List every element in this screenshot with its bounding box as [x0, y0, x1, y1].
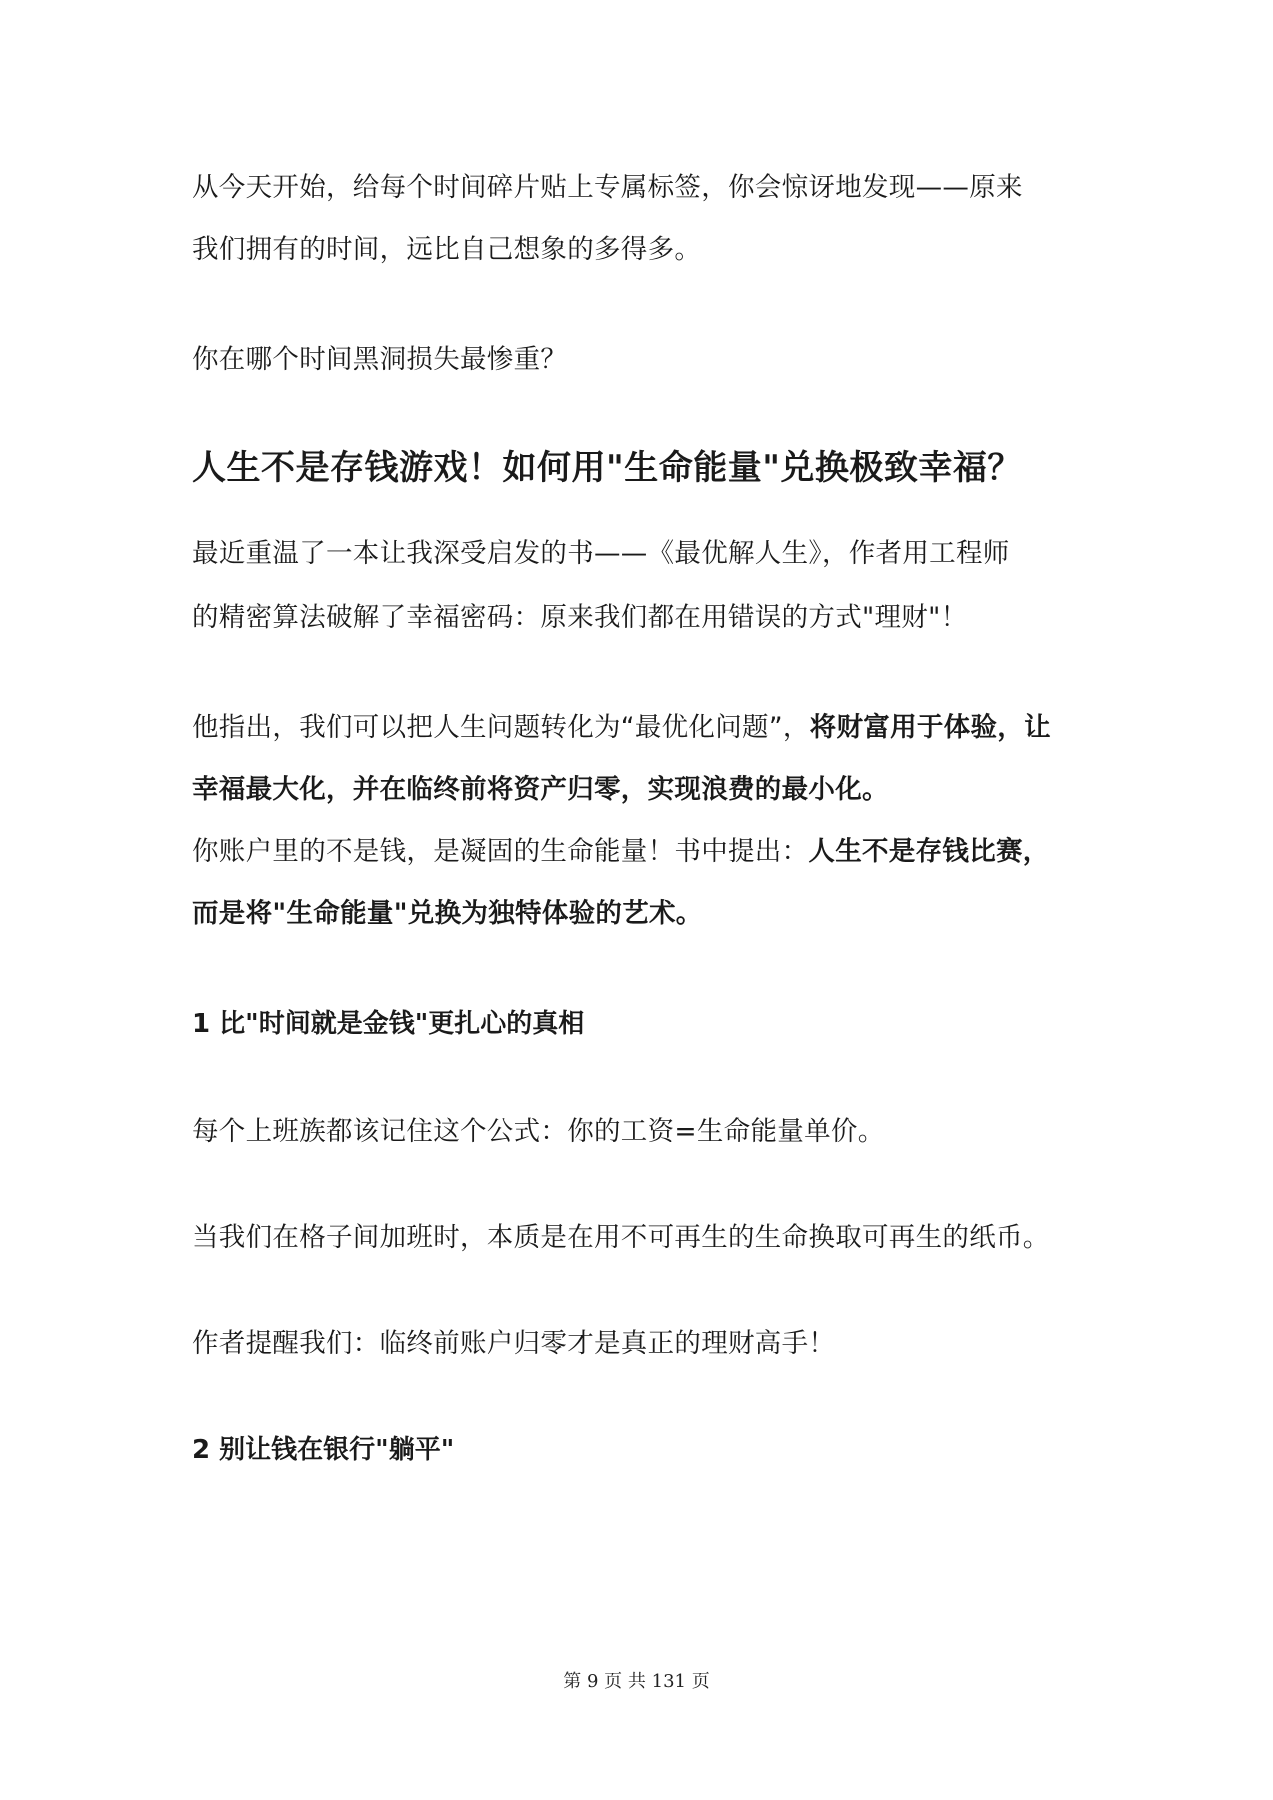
paragraph-5-normal-text: 你账户里的不是钱，是凝固的生命能量！书中提出： — [192, 836, 809, 867]
paragraph-4-normal-text: 他指出，我们可以把人生问题转化为“最优化问题”， — [192, 712, 810, 743]
page-number-footer: 第 9 页 共 131 页 — [563, 1671, 710, 1692]
paragraph-5-line-2: 而是将"生命能量"兑换为独特体验的艺术。 — [192, 898, 703, 929]
paragraph-4-line-1 — [192, 710, 1092, 746]
paragraph-3-line-2: 的精密算法破解了幸福密码：原来我们都在用错误的方式"理财"！ — [192, 602, 968, 633]
paragraph-1-line-2: 我们拥有的时间，远比自己想象的多得多。 — [192, 234, 702, 265]
section-1-title: 1 比"时间就是金钱"更扎心的真相 — [192, 1009, 585, 1039]
paragraph-4-line-2: 幸福最大化，并在临终前将资产归零，实现浪费的最小化。 — [192, 774, 889, 805]
paragraph-5-bold-text: 人生不是存钱比赛， — [808, 836, 1050, 867]
paragraph-7: 当我们在格子间加班时，本质是在用不可再生的生命换取可再生的纸币。 — [192, 1222, 1050, 1253]
paragraph-5-line-1 — [192, 834, 1092, 870]
paragraph-6: 每个上班族都该记住这个公式：你的工资=生命能量单价。 — [192, 1116, 885, 1147]
paragraph-4-bold-text: 将财富用于体验，让 — [809, 712, 1051, 743]
section-2-title: 2 别让钱在银行"躺平" — [192, 1435, 455, 1465]
paragraph-1-line-1: 从今天开始，给每个时间碎片贴上专属标签，你会惊讶地发现——原来 — [192, 172, 1023, 203]
article-heading: 人生不是存钱游戏！如何用"生命能量"兑换极致幸福？ — [192, 448, 1022, 488]
paragraph-8: 作者提醒我们：临终前账户归零才是真正的理财高手！ — [192, 1328, 836, 1359]
paragraph-2: 你在哪个时间黑洞损失最惨重？ — [192, 344, 568, 375]
paragraph-3-line-1: 最近重温了一本让我深受启发的书——《最优解人生》，作者用工程师 — [192, 538, 1010, 569]
